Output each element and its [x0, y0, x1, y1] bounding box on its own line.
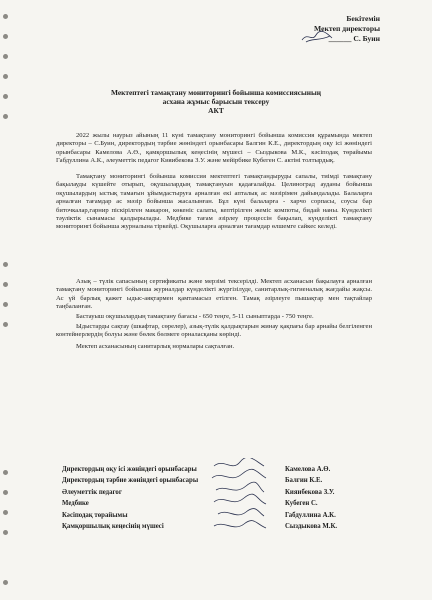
punch-hole — [3, 114, 8, 119]
signature-role: Медбике — [62, 500, 89, 508]
paragraph-certificates: Азық – түлік сапасының сертификаты және мерзімі тексерілді. Мектеп асханасын бақылауға арналған тамақтану мониторингі бойынша журналдар күнделікті жүргізілуде, санитарлық-гигиеналық жағдайы жақсы. Ас үй барлық қажет ыдыс-аяқтармен қамтамасыз етілген. Тамақ әзірлеуге пышақтар мен тақтайлар таңбаланған. — [56, 278, 372, 311]
paragraph-prices: Бастауыш оқушылардың тамақтану бағасы - 650 теңге, 5-11 сыныптарда - 750 теңге. — [76, 313, 314, 320]
approval-signature-line: ______ С. Буин — [328, 34, 380, 43]
handwritten-signatures — [210, 458, 270, 538]
punch-hole — [3, 54, 8, 59]
director-signature — [300, 30, 334, 44]
signature-role: Әлеуметтік педагог — [62, 488, 122, 496]
punch-hole — [3, 282, 8, 287]
signature-name: Камелова А.Ө. — [285, 466, 331, 473]
signature-role: Қамқоршылық кеңесінің мүшесі — [62, 523, 164, 531]
signature-name: Сыздыкова М.К. — [285, 523, 338, 531]
signature-name: Кияибекова З.У. — [285, 488, 335, 496]
paragraph-conclusion: Мектеп асханасының санитарлық нормалары сақталған. — [76, 343, 235, 350]
signature-name: Балгин К.Е. — [285, 477, 323, 485]
punch-hole — [3, 262, 8, 267]
paragraph-storage: Ыдыстарды сақтау (шкафтар, сөрелер), азық-түлік қалдықтарын жинау қақпағы бар арнайы белгіленген контейнерлердің болуы және бөлек бөлмеге орналасқаны көрінді. — [56, 323, 372, 339]
signature-name: Кубеген С. — [285, 500, 318, 508]
paragraph-commission: 2022 жылы наурыз айының 11 күні тамақтану мониторингі бойынша комиссия құрамында мектеп директоры – С.Буин, директордың тәрбие жөніндегі орынбасары Балгин К.Е., директордың оқу ісі жөніндегі орынбасары Камелова А.Ө., қамқоршылық кеңесінің мүшесі – Сыздыкова М.К., кәсіподақ төрайымы Габдуллина А.К., әлеуметтік педагог Кияибекова З.У. және мейірбике Кубеген С. актіні толтырдық. — [56, 132, 372, 165]
title-line-1: Мектептегі тамақтану мониторингі бойынша комиссиясының — [110, 88, 322, 97]
approval-position: Мектеп директоры — [314, 24, 380, 33]
punch-hole — [3, 322, 8, 327]
punch-hole — [3, 302, 8, 307]
punch-hole — [3, 490, 8, 495]
punch-hole — [3, 510, 8, 515]
punch-hole — [3, 94, 8, 99]
title-line-3: АКТ — [208, 106, 224, 116]
signature-role: Директордың оқу ісі жөніндегі орынбасары — [62, 466, 197, 473]
signature-role: Директордың тәрбие жөніндегі орынбасары — [62, 477, 199, 485]
signature-names — [285, 464, 337, 532]
paragraph-monitoring: Тамақтану мониторингі бойынша комиссия мектептегі тамақтандыруды сапалы, тиімді тамақтану бақылауды күшейте отырып, оқушылардың тамақтануын қадағалайды. Целиноград ауданы бойынша оқушылардың ыстық тамағын ұйымдастыруға арналған екі апталық ас мәзірімен дайындалады. Балаларға арналған тағамдар ас мәзір бойынша жасалынған. Бұл күні балаларға - харчо сорпасы, соусы бар биточкалар,гарнир піскірілген макарон, көкеніс салаты, кептірілген жеміс компоты, бидай наны. Күнделікті тәуліктік сынамасы қалдырылады. Медбике тағам әзірлеу процессін бақылап, күнделікті тамақтану мониторингі бойынша журналына тіркейді. Оқушыларға арналған тағамдар өлшемге сайкес келеді. — [56, 173, 372, 231]
signature-name: Габдуллина А.К. — [285, 511, 336, 519]
punch-hole — [3, 530, 8, 535]
punch-hole — [3, 34, 8, 39]
punch-hole — [3, 470, 8, 475]
signature-role: Кәсіподақ төрайымы — [62, 511, 128, 519]
document-title — [60, 88, 372, 116]
punch-hole — [3, 580, 8, 585]
punch-hole — [3, 74, 8, 79]
approval-heading: Бекітемін — [346, 14, 380, 23]
signature-roles — [62, 464, 198, 532]
title-line-2: асхана жұмыс барысын тексеру — [162, 97, 270, 107]
punch-hole — [3, 14, 8, 19]
